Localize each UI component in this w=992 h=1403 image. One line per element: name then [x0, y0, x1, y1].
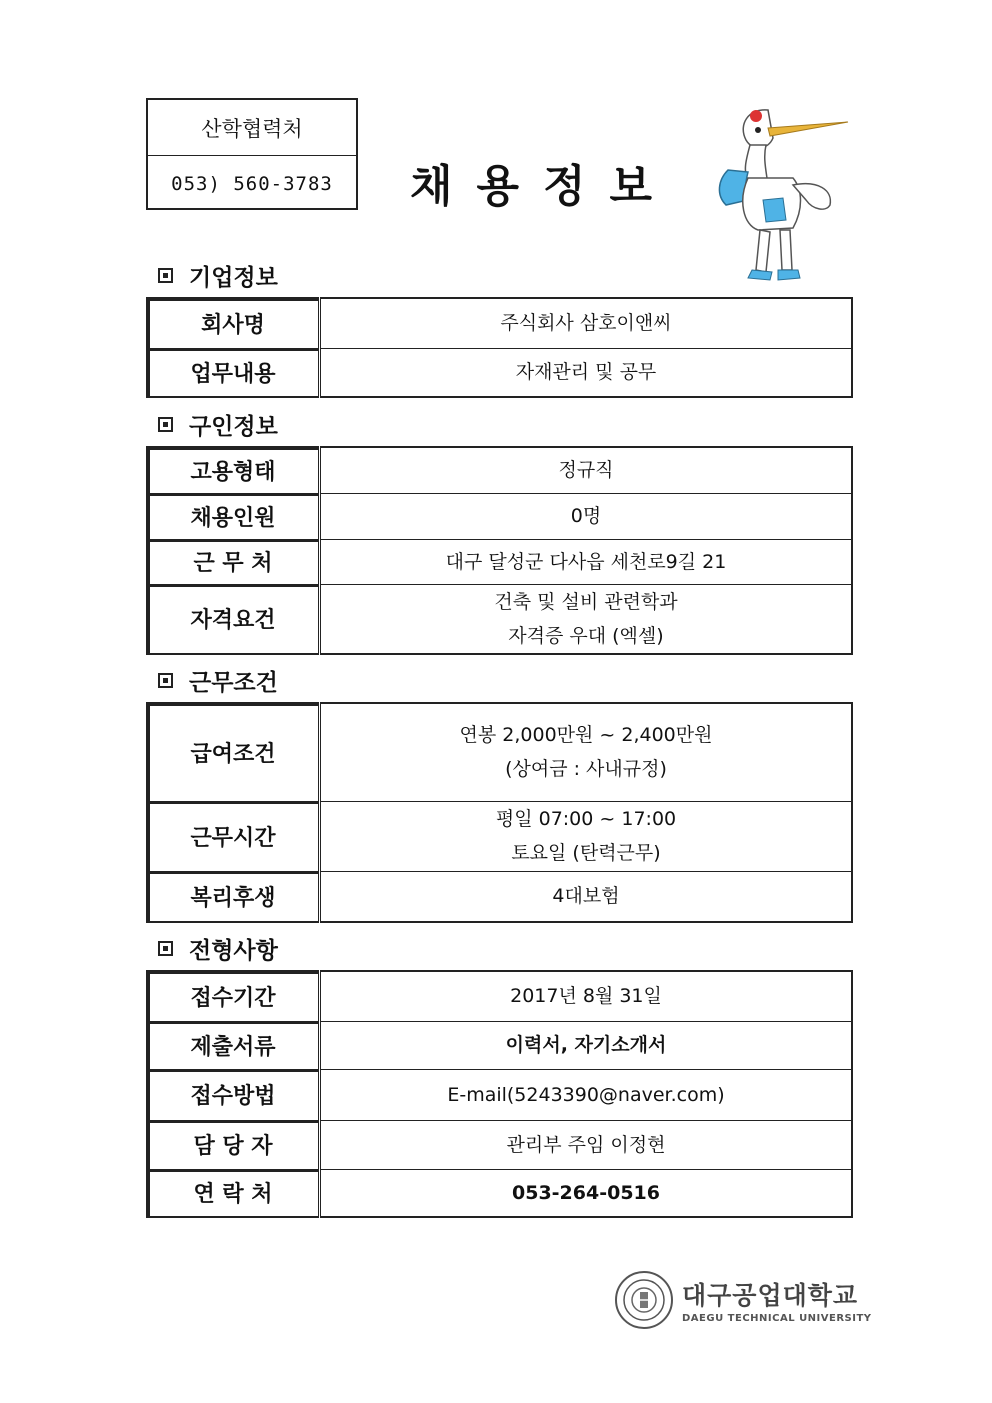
contact-box [146, 98, 358, 210]
table-row [147, 1169, 852, 1217]
table-row [147, 298, 852, 348]
table-row [147, 1021, 852, 1069]
row-label: 접수기간 [147, 971, 320, 1021]
row-label: 급여조건 [147, 703, 320, 801]
row-label: 접수방법 [147, 1069, 320, 1120]
table-row [147, 703, 852, 801]
recruit-table [146, 446, 853, 655]
value-line: (상여금 : 사내규정) [505, 758, 667, 781]
section-title-selection: 전형사항 [158, 932, 278, 965]
value-line: 건축 및 설비 관련학과 [494, 590, 678, 613]
square-bullet-icon [158, 268, 173, 283]
value-line: 자격증 우대 (엑셀) [508, 624, 664, 647]
table-row [147, 493, 852, 539]
university-name-ko: 대구공업대학교 [682, 1281, 859, 1310]
row-value: 0명 [320, 493, 853, 539]
row-value [320, 703, 853, 801]
row-label: 담 당 자 [147, 1120, 320, 1169]
row-label: 고용형태 [147, 447, 320, 493]
row-value: 정규직 [320, 447, 853, 493]
table-row [147, 348, 852, 397]
section-title-conditions: 근무조건 [158, 664, 278, 697]
conditions-table [146, 702, 853, 923]
row-value: E-mail(5243390@naver.com) [320, 1069, 853, 1120]
row-value: 이력서, 자기소개서 [320, 1021, 853, 1069]
table-row [147, 447, 852, 493]
row-value [320, 584, 853, 654]
table-row [147, 1120, 852, 1169]
row-value: 대구 달성군 다사읍 세천로9길 21 [320, 539, 853, 584]
row-label: 업무내용 [147, 348, 320, 397]
university-name [682, 1276, 872, 1324]
row-label: 복리후생 [147, 871, 320, 922]
table-row [147, 584, 852, 654]
university-seal-icon [614, 1270, 674, 1330]
row-value: 자재관리 및 공무 [320, 348, 853, 397]
square-bullet-icon [158, 941, 173, 956]
row-label: 연 락 처 [147, 1169, 320, 1217]
square-bullet-icon [158, 673, 173, 688]
row-label: 회사명 [147, 298, 320, 348]
company-table [146, 297, 853, 398]
row-label: 근무시간 [147, 801, 320, 871]
row-value: 4대보험 [320, 871, 853, 922]
row-label: 제출서류 [147, 1021, 320, 1069]
table-row [147, 971, 852, 1021]
table-row [147, 871, 852, 922]
table-row [147, 1069, 852, 1120]
row-value: 관리부 주임 이정현 [320, 1120, 853, 1169]
row-value: 053-264-0516 [320, 1169, 853, 1217]
row-value: 2017년 8월 31일 [320, 971, 853, 1021]
row-label: 근 무 처 [147, 539, 320, 584]
contact-label: 산학협력처 [148, 100, 356, 156]
table-row [147, 801, 852, 871]
row-value [320, 801, 853, 871]
table-row [147, 539, 852, 584]
mascot-crane-icon [708, 100, 853, 290]
section-title-company: 기업정보 [158, 259, 278, 292]
contact-phone: 053) 560-3783 [171, 172, 333, 195]
section-title-recruit: 구인정보 [158, 408, 278, 441]
value-line: 연봉 2,000만원 ~ 2,400만원 [459, 724, 713, 747]
row-label: 채용인원 [147, 493, 320, 539]
selection-table [146, 970, 853, 1218]
page-title: 채용정보 [410, 161, 677, 212]
row-label: 자격요건 [147, 584, 320, 654]
university-logo [614, 1270, 872, 1330]
value-line: 평일 07:00 ~ 17:00 [495, 808, 677, 830]
square-bullet-icon [158, 417, 173, 432]
value-line: 토요일 (탄력근무) [511, 842, 661, 864]
university-name-en: DAEGU TECHNICAL UNIVERSITY [682, 1313, 872, 1324]
row-value: 주식회사 삼호이앤씨 [320, 298, 853, 348]
